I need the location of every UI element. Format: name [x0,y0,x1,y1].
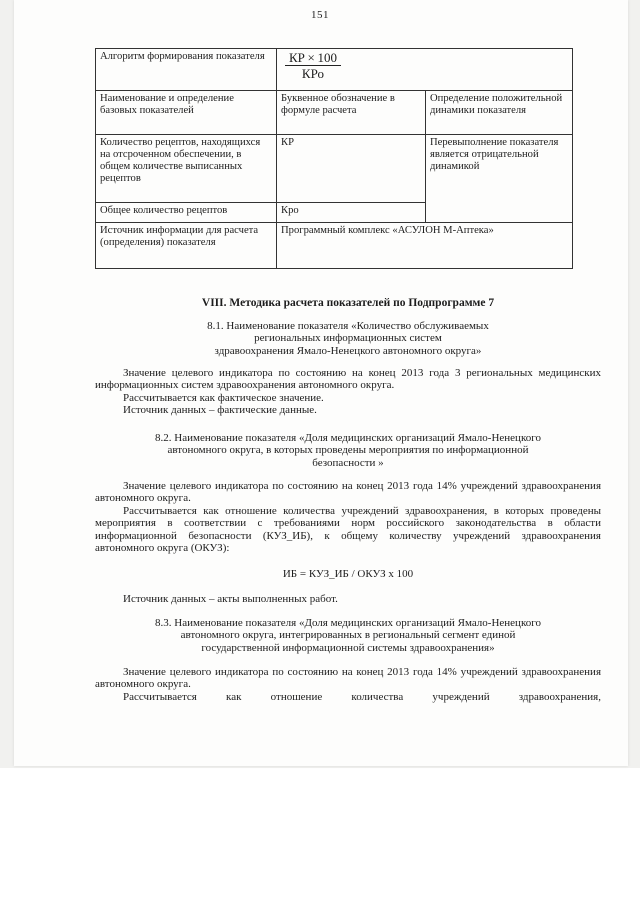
table-cell: Наименование и определение базовых показателей [96,91,277,135]
fraction-formula [285,52,341,80]
subsection-8-2-title [95,432,601,469]
subsection-8-3-body [95,666,601,703]
table-row [96,49,573,91]
subsection-8-1-body [95,367,601,417]
title-line: 8.2. Наименование показателя «Доля медицинских организаций Ямало-Ненецкого [155,432,541,444]
table-row [96,223,573,269]
table-cell: Перевыполнение показателя является отрицательной динамикой [426,135,573,223]
paragraph: Рассчитывается как отношение количества учреждений здравоохранения, в которых проведены мероприятия в соответствии с требованиями норм российского законодательства в области информационной безопасности (КУЗ_ИБ), к общему количеству учреждений здравоохранения автономного округа (ОКУЗ): [95,504,601,555]
paragraph: Рассчитывается как фактическое значение. [123,391,324,404]
paragraph: Значение целевого индикатора по состоянию на конец 2013 года 3 региональных медицинских информационных систем здравоохранения автономного округа. [95,367,601,392]
table-cell: Количество рецептов, находящихся на отсроченном обеспечении, в общем количестве выписанных рецептов [96,135,277,203]
formula-denominator: КРо [301,66,324,81]
subsection-8-2-body [95,480,601,554]
table-cell: Алгоритм формирования показателя [96,49,277,91]
title-line: региональных информационных систем [254,332,442,345]
paragraph: Значение целевого индикатора по состоянию на конец 2013 года 14% учреждений здравоохранения автономного округа. [95,480,601,505]
table-cell: Кро [277,203,426,223]
table-cell: Общее количество рецептов [96,203,277,223]
paragraph: Источник данных – фактические данные. [123,404,317,417]
indicator-table [95,48,573,269]
table-row [96,91,573,135]
table-row [96,135,573,203]
title-line: безопасности » [312,456,384,469]
paragraph: Источник данных – акты выполненных работ. [123,593,338,605]
title-line: государственной информационной системы здравоохранения» [201,641,495,654]
subsection-8-2-source [95,593,601,605]
title-line: 8.3. Наименование показателя «Доля медицинских организаций Ямало-Ненецкого [155,617,541,629]
table-cell: Источник информации для расчета (определения) показателя [96,223,277,269]
paragraph: Значение целевого индикатора по состоянию на конец 2013 года 14% учреждений здравоохранения автономного округа. [95,666,601,691]
formula-numerator: КР × 100 [285,52,341,66]
subsection-8-3-title [95,617,601,654]
title-line: автономного округа, в которых проведены мероприятия по информационной [167,444,529,457]
subsection-8-1-title [95,320,601,357]
table-cell: Программный комплекс «АСУЛОН М-Аптека» [277,223,573,269]
formula-cell [277,49,573,91]
title-line: автономного округа, интегрированных в региональный сегмент единой [180,629,516,642]
table-cell: КР [277,135,426,203]
paragraph: Рассчитывается как отношение количества учреждений здравоохранения, [123,690,601,703]
section-title: VIII. Методика расчета показателей по Подпрограмме 7 [201,297,495,309]
page-number: 151 [311,9,329,21]
title-line: 8.1. Наименование показателя «Количество обслуживаемых [207,320,489,332]
table-cell: Определение положительной динамики показателя [426,91,573,135]
title-line: здравоохранения Ямало-Ненецкого автономного округа» [214,344,482,357]
table-cell: Буквенное обозначение в формуле расчета [277,91,426,135]
ib-formula: ИБ = КУЗ_ИБ / ОКУЗ х 100 [282,568,414,580]
